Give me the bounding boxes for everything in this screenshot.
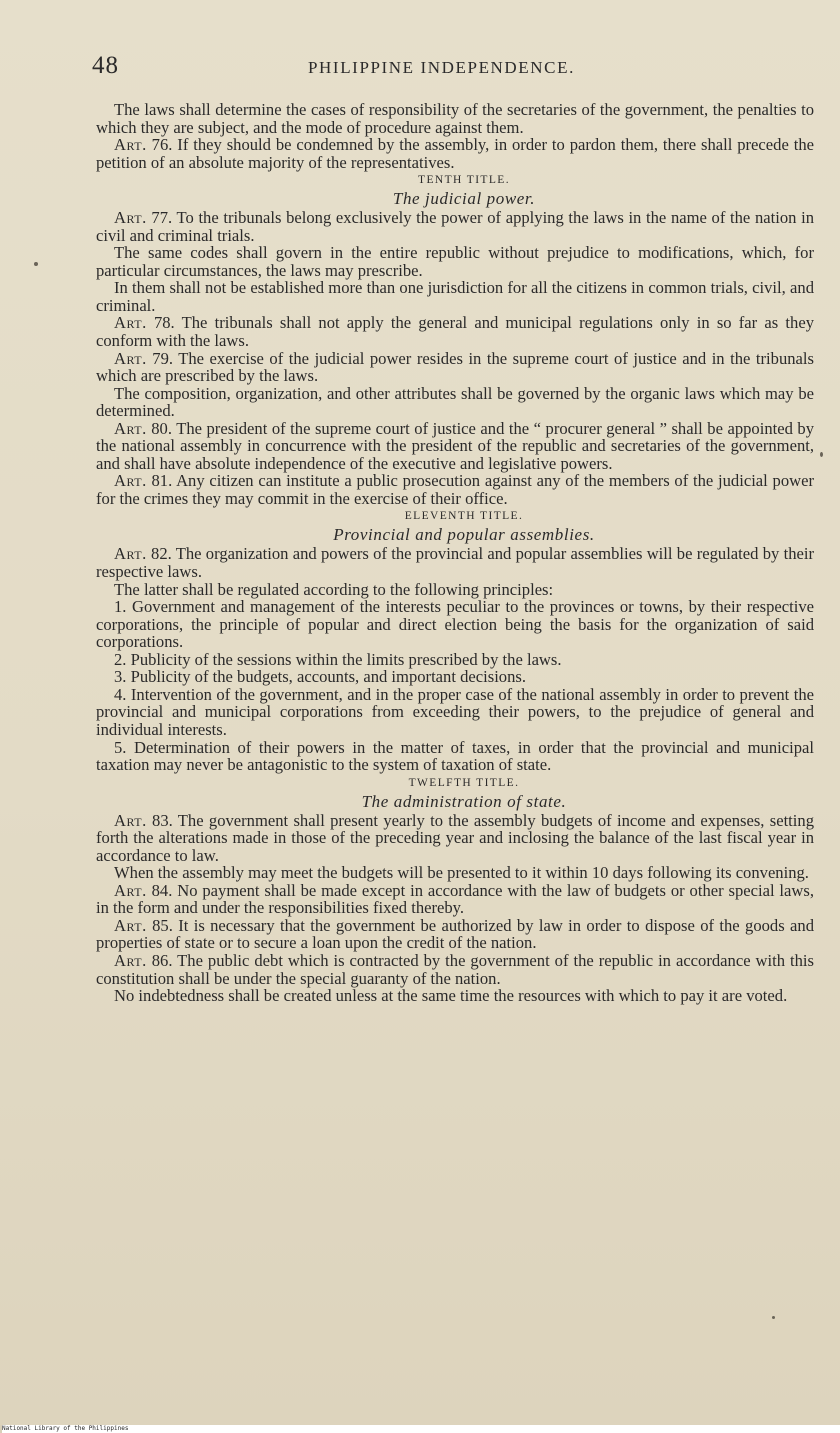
article-label: Art. [114, 810, 147, 830]
principle-5: 5. Determination of their powers in the matter of taxes, in order that the provincial and municipal taxation may never be antagonistic to the system of taxation of state. [96, 737, 814, 775]
article-text: 85. It is necessary that the government be authorized by law in order to dispose of the goods and properties of state or to secure a loan upon the credit of the nation. [96, 915, 814, 953]
ink-speck [34, 262, 38, 266]
article-label: Art. [114, 418, 147, 438]
principle-1: 1. Government and management of the interests peculiar to the provinces or towns, by their respective corporations, the principle of popular and direct election being the basis for the organization of said corporations. [96, 597, 814, 652]
article-label: Art. [114, 135, 147, 155]
running-head [92, 52, 752, 82]
tenth-title-heading: TENTH TITLE. [418, 174, 510, 187]
article-76 [96, 136, 814, 171]
article-77 [96, 209, 814, 244]
article-78 [96, 314, 814, 349]
principle-2: 2. Publicity of the sessions within the limits prescribed by the laws. [114, 649, 562, 669]
provincial-assemblies-heading: Provincial and popular assemblies. [333, 525, 595, 545]
principle-3: 3. Publicity of the budgets, accounts, and important decisions. [114, 667, 527, 687]
article-label: Art. [114, 208, 147, 228]
article-83 [96, 812, 814, 865]
article-80 [96, 420, 814, 473]
article-label: Art. [114, 880, 147, 900]
article-text: 83. The government shall present yearly to the assembly budgets of income and expenses, setting forth the alterations made in those of the preceding year and inclosing the balance of the last fiscal year in accordance to law. [96, 810, 814, 865]
page-number: 48 [92, 52, 119, 79]
article-label: Art. [114, 950, 147, 970]
paragraph-budgets: When the assembly may meet the budgets will be presented to it within 10 days following its convening. [114, 863, 809, 883]
administration-heading: The administration of state. [361, 791, 567, 811]
article-text: 86. The public debt which is contracted by the government of the republic in accordance with this constitution shall be under the special guaranty of the nation. [96, 950, 814, 988]
article-text: 84. No payment shall be made except in accordance with the law of budgets or other special laws, in the form and under the responsibilities fixed thereby. [96, 880, 814, 918]
paragraph-responsibility: The laws shall determine the cases of responsibility of the secretaries of the government, the penalties to which they are subject, and the mode of procedure against them. [96, 100, 814, 137]
paragraph-principles: The latter shall be regulated according to the following principles: [114, 579, 554, 599]
paragraph-indebtedness: No indebtedness shall be created unless at the same time the resources with which to pay it are voted. [114, 986, 788, 1006]
article-text: 79. The exercise of the judicial power resides in the supreme court of justice and in the tribunals which are prescribed by the laws. [96, 348, 814, 386]
article-82 [96, 545, 814, 580]
article-label: Art. [114, 471, 147, 491]
article-85 [96, 917, 814, 952]
ink-speck [772, 1316, 775, 1319]
judicial-power-heading: The judicial power. [392, 189, 536, 209]
article-86 [96, 952, 814, 987]
article-label: Art. [114, 915, 147, 935]
article-text: 77. To the tribunals belong exclusively the power of applying the laws in the name of the nation in civil and criminal trials. [96, 208, 814, 245]
article-text: 76. If they should be condemned by the assembly, in order to pardon them, there shall precede the petition of an absolute majority of the representatives. [96, 135, 814, 172]
paragraph-same-codes: The same codes shall govern in the entire republic without prejudice to modifications, which, for particular circumstances, the laws may prescribe. [96, 243, 814, 280]
twelfth-title-heading: TWELFTH TITLE. [408, 776, 520, 789]
article-text: 80. The president of the supreme court of justice and the “ procurer general ” shall be appointed by the national assembly in concurrence with the president of the republic and secretaries of the government, and shall have absolute independence of the executive and legislative powers. [96, 418, 814, 473]
body-text [96, 101, 814, 1005]
principle-4: 4. Intervention of the government, and in the proper case of the national assembly in order to prevent the provincial and municipal corporations from exceeding their powers, to the prejudice of general and individual interests. [96, 684, 814, 739]
paragraph-jurisdiction: In them shall not be established more than one jurisdiction for all the citizens in common trials, civil, and criminal. [96, 278, 814, 315]
article-84 [96, 882, 814, 917]
paragraph-composition: The composition, organization, and other attributes shall be governed by the organic laws which may be determined. [96, 383, 814, 421]
article-label: Art. [114, 313, 147, 333]
running-title: PHILIPPINE INDEPENDENCE. [308, 58, 575, 77]
article-81 [96, 472, 814, 507]
library-credit: National Library of the Philippines [2, 1425, 840, 1433]
article-79 [96, 350, 814, 385]
article-text: 81. Any citizen can institute a public prosecution against any of the members of the judicial power for the crimes they may commit in the exercise of their office. [96, 471, 814, 508]
ink-speck [820, 452, 823, 457]
article-text: 82. The organization and powers of the provincial and popular assemblies will be regulated by their respective laws. [96, 544, 814, 582]
article-text: 78. The tribunals shall not apply the general and municipal regulations only in so far as they conform with the laws. [96, 313, 814, 351]
eleventh-title-heading: ELEVENTH TITLE. [404, 510, 524, 523]
article-label: Art. [114, 348, 147, 368]
article-label: Art. [114, 544, 147, 564]
